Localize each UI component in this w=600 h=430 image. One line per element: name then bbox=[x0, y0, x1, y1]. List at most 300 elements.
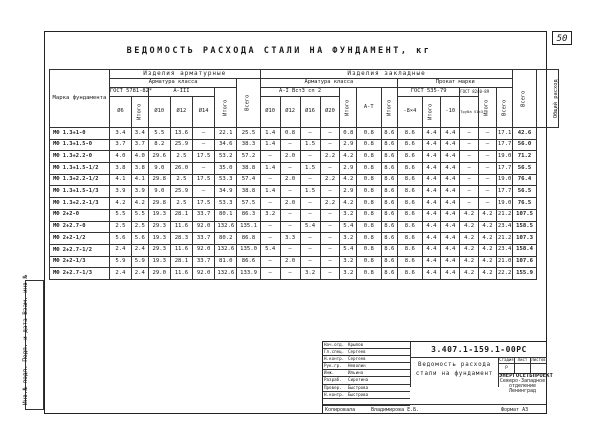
table-cell: 71.2 bbox=[513, 151, 536, 163]
table-cell: 4.4 bbox=[422, 209, 441, 221]
table-cell: 11.6 bbox=[170, 221, 192, 233]
table-cell: 2.0 bbox=[280, 151, 300, 163]
table-cell: 8.6 bbox=[398, 174, 422, 186]
table-cell: 3.9 bbox=[132, 186, 149, 198]
header-vsego: Всего bbox=[513, 70, 536, 128]
table-cell: 4.2 bbox=[479, 209, 497, 221]
table-cell: 19.3 bbox=[148, 209, 170, 221]
signature-name: Сергеев bbox=[348, 349, 366, 355]
organization bbox=[498, 373, 553, 394]
table-cell: — bbox=[460, 163, 479, 175]
table-cell: 4.2 bbox=[460, 209, 479, 221]
table-cell: 0.8 bbox=[357, 256, 381, 268]
table-cell: 4.4 bbox=[422, 163, 441, 175]
table-cell: — bbox=[300, 174, 320, 186]
copied-by-name: Владимирова Е.Б. bbox=[371, 407, 420, 413]
table-cell: 8.6 bbox=[398, 221, 422, 233]
table-cell: 4.4 bbox=[422, 244, 441, 256]
table-cell: 17.5 bbox=[193, 174, 215, 186]
title-block bbox=[322, 341, 553, 414]
table-cell: 3.8 bbox=[132, 163, 149, 175]
table-cell: 33.7 bbox=[193, 256, 215, 268]
table-cell: 107.3 bbox=[513, 233, 536, 245]
signature-name: Сиротина bbox=[348, 377, 369, 383]
table-cell: 19.0 bbox=[496, 151, 513, 163]
row-mark: МФ 1.3+1.5-0 bbox=[50, 139, 110, 151]
header-t8: -10 bbox=[441, 97, 460, 128]
table-cell: 17.1 bbox=[496, 128, 513, 140]
table-cell: 4.4 bbox=[422, 198, 441, 210]
signature-role: Н.контр. bbox=[324, 356, 345, 362]
table-cell: 3.8 bbox=[109, 163, 131, 175]
table-cell: — bbox=[320, 244, 340, 256]
header-gost-prokat2: ГОСТ 8240-89 bbox=[460, 88, 479, 97]
table-cell: 57.4 bbox=[237, 174, 260, 186]
table-cell: 3.2 bbox=[340, 256, 357, 268]
table-cell: 4.2 bbox=[460, 244, 479, 256]
table-cell: 132.6 bbox=[215, 221, 237, 233]
table-cell: 4.4 bbox=[422, 268, 441, 280]
table-cell: 4.4 bbox=[422, 139, 441, 151]
table-cell: 4.4 bbox=[422, 151, 441, 163]
table-cell: — bbox=[300, 198, 320, 210]
table-cell: 8.6 bbox=[398, 268, 422, 280]
table-cell: — bbox=[193, 163, 215, 175]
table-cell: 34.6 bbox=[215, 139, 237, 151]
table-cell: — bbox=[280, 209, 300, 221]
side-stamp-text: Инв.№ подл. Подп. и дата Взам. инв.№ bbox=[22, 274, 29, 405]
table-cell: 19.0 bbox=[496, 174, 513, 186]
table-cell: 92.0 bbox=[193, 221, 215, 233]
table-cell: 28.1 bbox=[170, 209, 192, 221]
table-cell: 4.2 bbox=[340, 174, 357, 186]
row-mark: МФ 1.3+1.5-1/2 bbox=[50, 163, 110, 175]
table-cell: 23.4 bbox=[496, 244, 513, 256]
header-d14: Ø14 bbox=[193, 97, 215, 128]
table-cell: 8.6 bbox=[381, 174, 398, 186]
table-cell: 8.6 bbox=[381, 268, 398, 280]
table-cell: 2.2 bbox=[320, 174, 340, 186]
table-cell: 4.2 bbox=[340, 198, 357, 210]
organization-division: Северо-Западное отделение bbox=[499, 378, 546, 389]
table-cell: 8.6 bbox=[398, 139, 422, 151]
copied-by-label: Копировала bbox=[325, 407, 356, 413]
table-cell: 0.8 bbox=[357, 163, 381, 175]
signature-role: Нач.отд. bbox=[324, 342, 345, 347]
signature-sign bbox=[384, 342, 410, 348]
table-cell: 4.4 bbox=[422, 186, 441, 198]
table-cell: 4.2 bbox=[479, 244, 497, 256]
table-cell: 0.8 bbox=[357, 244, 381, 256]
row-mark: МФ 1.3+1.5-1/3 bbox=[50, 186, 110, 198]
table-cell: 38.8 bbox=[237, 163, 260, 175]
table-cell: — bbox=[260, 198, 280, 210]
table-cell: 92.0 bbox=[193, 268, 215, 280]
table-cell: 155.9 bbox=[513, 268, 536, 280]
table-cell: 80.2 bbox=[215, 233, 237, 245]
signature-row bbox=[323, 342, 410, 349]
table-cell: 4.4 bbox=[422, 128, 441, 140]
table-cell: 5.4 bbox=[340, 244, 357, 256]
table-row bbox=[50, 209, 559, 221]
row-mark: МФ 2+2-1/2 bbox=[50, 233, 110, 245]
table-cell: — bbox=[479, 163, 497, 175]
table-cell: — bbox=[460, 151, 479, 163]
table-cell: 4.2 bbox=[479, 233, 497, 245]
table-cell: 8.6 bbox=[381, 221, 398, 233]
table-row bbox=[50, 268, 559, 280]
table-cell: 2.2 bbox=[320, 151, 340, 163]
table-cell: 1.4 bbox=[260, 128, 280, 140]
table-cell: 3.7 bbox=[132, 139, 149, 151]
table-cell: 21.2 bbox=[496, 233, 513, 245]
table-cell: 23.4 bbox=[496, 221, 513, 233]
table-cell: 0.8 bbox=[357, 221, 381, 233]
table-cell: — bbox=[300, 209, 320, 221]
table-cell: — bbox=[260, 256, 280, 268]
table-cell: 8.6 bbox=[398, 186, 422, 198]
header-d10z: Ø10 bbox=[260, 97, 280, 128]
table-cell: — bbox=[479, 174, 497, 186]
stage-header bbox=[499, 357, 547, 364]
table-cell: 3.9 bbox=[109, 186, 131, 198]
signature-row bbox=[323, 385, 410, 392]
table-cell: 5.6 bbox=[109, 233, 131, 245]
table-cell: 1.5 bbox=[300, 163, 320, 175]
table-cell: 3.4 bbox=[132, 128, 149, 140]
table-cell: 132.6 bbox=[215, 244, 237, 256]
table-cell: 1.4 bbox=[260, 139, 280, 151]
table-cell: 4.1 bbox=[132, 174, 149, 186]
table-cell: — bbox=[193, 186, 215, 198]
table-cell: — bbox=[479, 198, 497, 210]
table-cell: 76.4 bbox=[513, 174, 536, 186]
table-cell: 0.8 bbox=[357, 174, 381, 186]
table-cell: 35.0 bbox=[215, 163, 237, 175]
table-cell: 56.0 bbox=[513, 139, 536, 151]
table-cell: 0.8 bbox=[357, 186, 381, 198]
row-mark: МФ 2+2-0 bbox=[50, 209, 110, 221]
table-cell: 8.6 bbox=[381, 209, 398, 221]
table-cell: 38.8 bbox=[237, 186, 260, 198]
table-cell: 2.0 bbox=[280, 198, 300, 210]
header-group-arm: Изделия арматурные bbox=[109, 70, 260, 79]
table-cell: 107.6 bbox=[513, 256, 536, 268]
table-cell: 1.4 bbox=[260, 186, 280, 198]
header-vsego-zakl: Всего bbox=[496, 88, 513, 128]
table-cell: 5.4 bbox=[300, 221, 320, 233]
table-cell: 4.4 bbox=[441, 209, 460, 221]
signature-role: Рук.гр. bbox=[324, 363, 342, 369]
table-cell: — bbox=[320, 221, 340, 233]
table-cell: — bbox=[320, 186, 340, 198]
table-cell: 2.5 bbox=[109, 221, 131, 233]
table-cell: 8.6 bbox=[381, 128, 398, 140]
table-cell: 2.4 bbox=[109, 268, 131, 280]
table-cell: — bbox=[300, 244, 320, 256]
signature-row bbox=[323, 363, 410, 370]
row-mark: МФ 2+2.7-0 bbox=[50, 221, 110, 233]
signature-row bbox=[323, 392, 410, 399]
table-cell: — bbox=[320, 256, 340, 268]
table-cell: 4.2 bbox=[460, 233, 479, 245]
table-cell: 8.6 bbox=[398, 163, 422, 175]
table-cell: 0.8 bbox=[357, 209, 381, 221]
table-cell: — bbox=[320, 268, 340, 280]
table-cell: 158.5 bbox=[513, 221, 536, 233]
table-cell: 2.4 bbox=[132, 244, 149, 256]
table-cell: 2.2 bbox=[320, 198, 340, 210]
table-row bbox=[50, 256, 559, 268]
row-mark: МФ 1.3+2.2-1/3 bbox=[50, 198, 110, 210]
header-a3z: А-Т bbox=[357, 88, 381, 128]
signature-role: Инж. bbox=[324, 370, 335, 376]
table-cell: 3.2 bbox=[340, 268, 357, 280]
table-cell: 0.8 bbox=[340, 128, 357, 140]
table-cell: 8.6 bbox=[398, 128, 422, 140]
signature-sign bbox=[384, 392, 410, 398]
table-cell: 22.2 bbox=[496, 268, 513, 280]
table-cell: 3.4 bbox=[109, 128, 131, 140]
table-cell: 2.5 bbox=[170, 151, 192, 163]
table-cell: 25.5 bbox=[237, 128, 260, 140]
table-cell: 5.5 bbox=[148, 128, 170, 140]
stage-block bbox=[498, 357, 547, 374]
table-cell: — bbox=[460, 128, 479, 140]
table-cell: 4.0 bbox=[132, 151, 149, 163]
table-cell: 28.3 bbox=[170, 233, 192, 245]
table-cell: 42.6 bbox=[513, 128, 536, 140]
table-cell: 3.2 bbox=[340, 233, 357, 245]
table-cell: 2.4 bbox=[132, 268, 149, 280]
signature-grid bbox=[323, 342, 410, 404]
table-cell: — bbox=[479, 128, 497, 140]
table-cell: 9.0 bbox=[148, 163, 170, 175]
stage-header-cell: Стадия bbox=[499, 357, 514, 362]
table-cell: 8.6 bbox=[381, 151, 398, 163]
signature-name: Ильина bbox=[348, 370, 364, 376]
signature-row bbox=[323, 370, 410, 377]
header-prokat: Прокат марки bbox=[398, 79, 513, 88]
table-cell: 56.5 bbox=[513, 163, 536, 175]
table-cell: 4.2 bbox=[479, 268, 497, 280]
header-d20z: Ø20 bbox=[320, 97, 340, 128]
table-cell: 25.9 bbox=[170, 139, 192, 151]
header-group-zakl: Изделия закладные bbox=[260, 70, 513, 79]
signature-sign bbox=[384, 356, 410, 362]
table-cell: 2.5 bbox=[132, 221, 149, 233]
table-cell: — bbox=[320, 209, 340, 221]
table-cell: 8.6 bbox=[381, 256, 398, 268]
table-cell: 4.2 bbox=[460, 221, 479, 233]
table-cell: 2.9 bbox=[340, 163, 357, 175]
signature-sign bbox=[384, 385, 410, 391]
table-cell: 8.2 bbox=[148, 139, 170, 151]
table-cell: 4.1 bbox=[109, 174, 131, 186]
table-cell: 76.5 bbox=[513, 198, 536, 210]
table-cell: 17.7 bbox=[496, 186, 513, 198]
table-cell: 9.0 bbox=[148, 186, 170, 198]
table-cell: — bbox=[300, 233, 320, 245]
organization-name: ЭНЕРГОСЕТЬПРОЕКТ bbox=[499, 373, 553, 379]
table-cell: 4.4 bbox=[441, 221, 460, 233]
table-cell: 8.6 bbox=[381, 233, 398, 245]
table-cell: 2.0 bbox=[280, 174, 300, 186]
table-cell: 3.2 bbox=[300, 268, 320, 280]
table-cell: 133.9 bbox=[237, 268, 260, 280]
table-cell: — bbox=[320, 233, 340, 245]
table-cell: 29.0 bbox=[148, 268, 170, 280]
table-cell: 3.2 bbox=[340, 209, 357, 221]
table-cell: 4.2 bbox=[132, 198, 149, 210]
table-cell: — bbox=[260, 174, 280, 186]
header-d12z: Ø12 bbox=[280, 97, 300, 128]
steel-schedule-table bbox=[49, 69, 559, 280]
table-row bbox=[50, 139, 559, 151]
table-cell: 8.6 bbox=[398, 209, 422, 221]
header-itogo-prokat: Итого bbox=[422, 97, 441, 128]
header-a1-gost: ГОСТ 5781-82* bbox=[109, 88, 148, 97]
signature-sign bbox=[384, 349, 410, 355]
table-cell: 2.4 bbox=[109, 244, 131, 256]
table-cell: 26.0 bbox=[170, 163, 192, 175]
header-truba: Труба 51×3.5 bbox=[460, 97, 479, 128]
table-cell: 53.2 bbox=[215, 151, 237, 163]
signature-name: Крылов bbox=[348, 342, 364, 347]
header-itogo-a1: Итого bbox=[132, 97, 149, 128]
table-cell: 5.5 bbox=[132, 209, 149, 221]
table-cell: 5.9 bbox=[109, 256, 131, 268]
document-name bbox=[410, 357, 498, 387]
table-cell: — bbox=[280, 186, 300, 198]
table-cell: — bbox=[280, 139, 300, 151]
table-row bbox=[50, 244, 559, 256]
table-cell: — bbox=[260, 233, 280, 245]
table-cell: — bbox=[460, 198, 479, 210]
table-cell: 0.8 bbox=[357, 139, 381, 151]
table-cell: 2.9 bbox=[340, 186, 357, 198]
header-itogo-prokat2: Итого bbox=[479, 88, 497, 128]
table-cell: 21.0 bbox=[496, 256, 513, 268]
side-stamp bbox=[22, 274, 44, 410]
table-cell: 4.4 bbox=[422, 221, 441, 233]
table-cell: 2.9 bbox=[340, 139, 357, 151]
table-cell: 2.5 bbox=[170, 174, 192, 186]
table-cell: 135.1 bbox=[237, 221, 260, 233]
table-cell: — bbox=[479, 151, 497, 163]
table-cell: 1.5 bbox=[300, 139, 320, 151]
sheet-format: Формат А3 bbox=[501, 407, 529, 413]
table-cell: 4.4 bbox=[441, 174, 460, 186]
table-cell: 4.2 bbox=[479, 256, 497, 268]
header-mark: Марка фундамента bbox=[50, 70, 110, 128]
table-cell: 8.6 bbox=[398, 256, 422, 268]
table-cell: 2.5 bbox=[170, 198, 192, 210]
schedule-title: ВЕДОМОСТЬ РАСХОДА СТАЛИ НА ФУНДАМЕНТ, кг bbox=[126, 46, 432, 56]
table-cell: — bbox=[260, 221, 280, 233]
table-cell: 17.7 bbox=[496, 163, 513, 175]
signature-sign bbox=[384, 370, 410, 376]
table-cell: 57.5 bbox=[237, 198, 260, 210]
signature-name: Неволин bbox=[348, 363, 366, 369]
row-mark: МФ 2+2.7-1/3 bbox=[50, 268, 110, 280]
table-cell: 38.3 bbox=[237, 139, 260, 151]
header-a1z: А-I Вст3 сп 2 bbox=[260, 88, 340, 97]
table-cell: 5.5 bbox=[109, 209, 131, 221]
header-d16z: Ø16 bbox=[300, 97, 320, 128]
page-number: 50 bbox=[552, 31, 572, 45]
table-cell: 3.2 bbox=[260, 209, 280, 221]
header-gost-prokat: ГОСТ 535-79 bbox=[398, 88, 460, 97]
table-cell: 4.4 bbox=[422, 256, 441, 268]
table-cell: 21.2 bbox=[496, 209, 513, 221]
table-cell: 5.4 bbox=[340, 221, 357, 233]
table-cell: 4.4 bbox=[441, 139, 460, 151]
table-cell: 0.8 bbox=[357, 233, 381, 245]
table-cell: 4.2 bbox=[479, 221, 497, 233]
table-cell: 4.2 bbox=[109, 198, 131, 210]
signature-row bbox=[323, 356, 410, 363]
row-mark: МФ 1.3+2.2-0 bbox=[50, 151, 110, 163]
table-cell: 29.6 bbox=[148, 151, 170, 163]
signature-role: Провер. bbox=[324, 384, 342, 390]
table-cell: 2.0 bbox=[280, 256, 300, 268]
stage-value-cell bbox=[531, 364, 547, 373]
table-cell: 53.3 bbox=[215, 198, 237, 210]
table-cell: 17.5 bbox=[193, 198, 215, 210]
table-row bbox=[50, 221, 559, 233]
table-cell: 4.0 bbox=[109, 151, 131, 163]
header-a3: А-III bbox=[148, 88, 215, 97]
table-cell: 4.4 bbox=[441, 268, 460, 280]
title-block-bottom bbox=[323, 404, 546, 415]
table-cell: 107.5 bbox=[513, 209, 536, 221]
signature-sign bbox=[384, 377, 410, 383]
table-cell: — bbox=[479, 139, 497, 151]
table-cell: 4.4 bbox=[441, 151, 460, 163]
table-row bbox=[50, 174, 559, 186]
header-d12: Ø12 bbox=[170, 97, 192, 128]
signature-name: Быстрова bbox=[348, 391, 369, 397]
table-cell: 53.3 bbox=[215, 174, 237, 186]
table-row bbox=[50, 198, 559, 210]
table-cell: 132.6 bbox=[215, 268, 237, 280]
table-cell: 81.0 bbox=[215, 256, 237, 268]
table-cell: 8.6 bbox=[398, 233, 422, 245]
table-row bbox=[50, 163, 559, 175]
table-cell: 25.9 bbox=[170, 186, 192, 198]
table-cell: 92.0 bbox=[193, 244, 215, 256]
table-cell: 5.9 bbox=[132, 256, 149, 268]
table-cell: 17.7 bbox=[496, 139, 513, 151]
table-cell: 8.6 bbox=[381, 163, 398, 175]
table-cell: — bbox=[479, 186, 497, 198]
table-cell: — bbox=[460, 174, 479, 186]
table-cell: 56.5 bbox=[513, 186, 536, 198]
stage-header-cell: Листов bbox=[531, 357, 546, 362]
table-cell: 1.4 bbox=[260, 163, 280, 175]
table-cell: 28.1 bbox=[170, 256, 192, 268]
signature-role: Гл.спец. bbox=[324, 349, 345, 355]
header-d6: Ø6 bbox=[109, 97, 131, 128]
stage-value-cell bbox=[515, 364, 531, 373]
table-cell: 8.6 bbox=[381, 139, 398, 151]
table-cell: 11.6 bbox=[170, 244, 192, 256]
table-cell: 4.4 bbox=[441, 244, 460, 256]
table-cell: 17.5 bbox=[193, 151, 215, 163]
table-cell: — bbox=[300, 151, 320, 163]
table-cell: — bbox=[320, 139, 340, 151]
